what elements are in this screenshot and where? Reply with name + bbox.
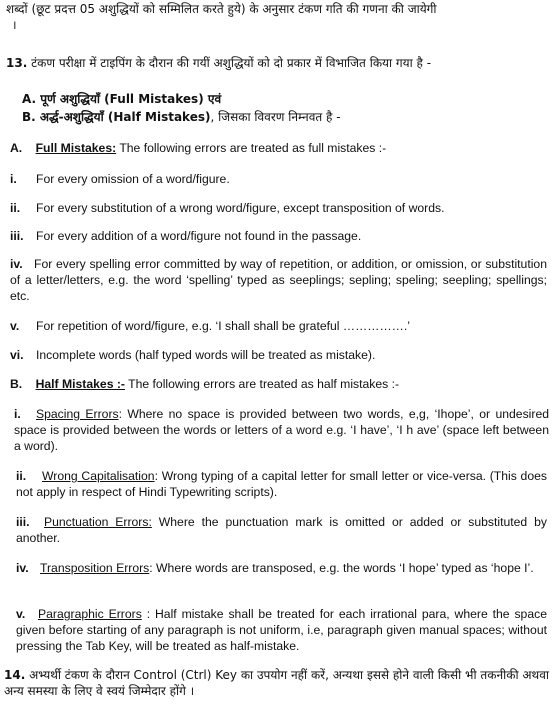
- half-item-2-term: Wrong Capitalisation: [42, 469, 155, 483]
- half-mistakes-heading: Half Mistakes :-: [35, 377, 125, 391]
- full-mistakes-heading-row: [10, 140, 549, 156]
- full-item-6: [10, 347, 549, 363]
- full-item-5-number: v.: [10, 319, 20, 333]
- point-14: [4, 668, 549, 700]
- half-item-3-term: Punctuation Errors:: [44, 515, 152, 529]
- half-item-2: [16, 468, 547, 500]
- full-item-1-number: i.: [10, 172, 17, 186]
- half-item-5-number: v.: [16, 607, 26, 621]
- half-item-1-term: Spacing Errors: [36, 407, 119, 421]
- full-mistakes-intro: The following errors are treated as full mistakes :-: [116, 141, 387, 155]
- full-item-2: [10, 200, 549, 216]
- half-mistakes-heading-row: [10, 376, 549, 392]
- half-item-2-number: ii.: [16, 469, 27, 483]
- point-14-text: अभ्यर्थी टंकण के दौरान Control (Ctrl) Key का उपयोग नहीं करें, अन्यथा इससे होने वाली किसी भी तकनीकी अथवा अन्य समस्या के लिए वे स्वयं जिम्मेदार होंगे ।: [4, 668, 549, 698]
- full-item-3-number: iii.: [10, 229, 24, 243]
- point-14-number: 14.: [4, 668, 26, 682]
- half-mistakes-intro: The following errors are treated as half mistakes :-: [124, 377, 400, 391]
- half-item-4-text: : Where words are transposed, e.g. the words ‘I hope’ typed as ‘hope I’.: [149, 561, 534, 575]
- point-13-b-label: B. अर्द्ध-अशुद्धियाँ (Half Mistakes): [22, 110, 211, 124]
- half-item-1: [14, 406, 549, 454]
- full-item-2-number: ii.: [10, 201, 21, 215]
- point-13-b: [22, 110, 549, 126]
- point-13-a: A. पूर्ण अशुद्धियाँ (Full Mistakes) एवं: [22, 92, 222, 106]
- half-item-5-term: Paragraphic Errors: [38, 607, 142, 621]
- full-item-5: [10, 318, 549, 334]
- full-item-3: [10, 228, 549, 244]
- full-item-6-text: Incomplete words (half typed words will be treated as mistake).: [36, 348, 376, 362]
- half-item-4-term: Transposition Errors: [40, 561, 150, 575]
- full-item-4-number: iv.: [10, 257, 23, 271]
- point-13: [6, 56, 549, 72]
- full-item-1-text: For every omission of a word/figure.: [36, 172, 230, 186]
- half-mistakes-marker: B.: [10, 377, 23, 391]
- half-item-3-text: Where the punctuation mark is omitted or added or substituted by another.: [16, 515, 547, 546]
- full-item-5-text: For repetition of word/figure, e.g. ‘I shall shall be grateful …………….’: [36, 319, 410, 333]
- full-item-4: [10, 256, 547, 304]
- half-item-2-text: : Wrong typing of a capital letter for small letter or vice-versa. (This does not apply in respect of Hindi Typewriting scripts).: [16, 469, 547, 500]
- full-item-1: [10, 171, 549, 187]
- half-item-1-text: : Where no space is provided between two words, e,g, ‘Ihope’, or undesired space is provided between the words or letters of a word e.g. ‘I have’, ‘I h ave’ (space left between a word).: [14, 407, 550, 454]
- full-item-4-text: For every spelling error committed by way of repetition, or addition, or omission, or substitution of a letter/letters, e.g. the word ‘spelling’ typed as seeplings; sepling; speling; seepling; spellings; etc.: [10, 257, 547, 304]
- full-item-3-text: For every addition of a word/figure not found in the passage.: [36, 229, 362, 243]
- half-item-4: [16, 560, 547, 576]
- half-item-1-number: i.: [14, 407, 21, 421]
- full-item-6-number: vi.: [10, 348, 24, 362]
- point-13-text: टंकण परीक्षा में टाइपिंग के दौरान की गयीं अशुद्धियों को दो प्रकार में विभाजित किया गया है -: [31, 56, 432, 70]
- half-item-3-number: iii.: [16, 515, 30, 529]
- intro-line-1: शब्दों (छूट प्रदत्त 05 अशुद्धियों को सम्मिलित करते हुये) के अनुसार टंकण गति की गणना की जायेगी: [6, 2, 437, 16]
- intro-paragraph: [6, 2, 549, 34]
- half-item-5-text: : Half mistake shall be treated for each irrational para, where the space given before starting of any paragraph is not uniform, i.e, paragraph given manual spaces; without pressing the Tab Key, will be treated as half-mistake.: [16, 607, 547, 654]
- point-13-b-rest: , जिसका विवरण निम्नवत है -: [210, 110, 341, 124]
- intro-line-2: ।: [12, 17, 17, 32]
- half-item-3: [16, 514, 547, 546]
- half-item-4-number: iv.: [16, 561, 29, 575]
- point-13-number: 13.: [6, 56, 28, 70]
- full-mistakes-marker: A.: [10, 141, 23, 155]
- full-mistakes-heading: Full Mistakes:: [35, 141, 117, 155]
- half-item-5: [16, 606, 547, 654]
- full-item-2-text: For every substitution of a wrong word/figure, except transposition of words.: [36, 201, 445, 215]
